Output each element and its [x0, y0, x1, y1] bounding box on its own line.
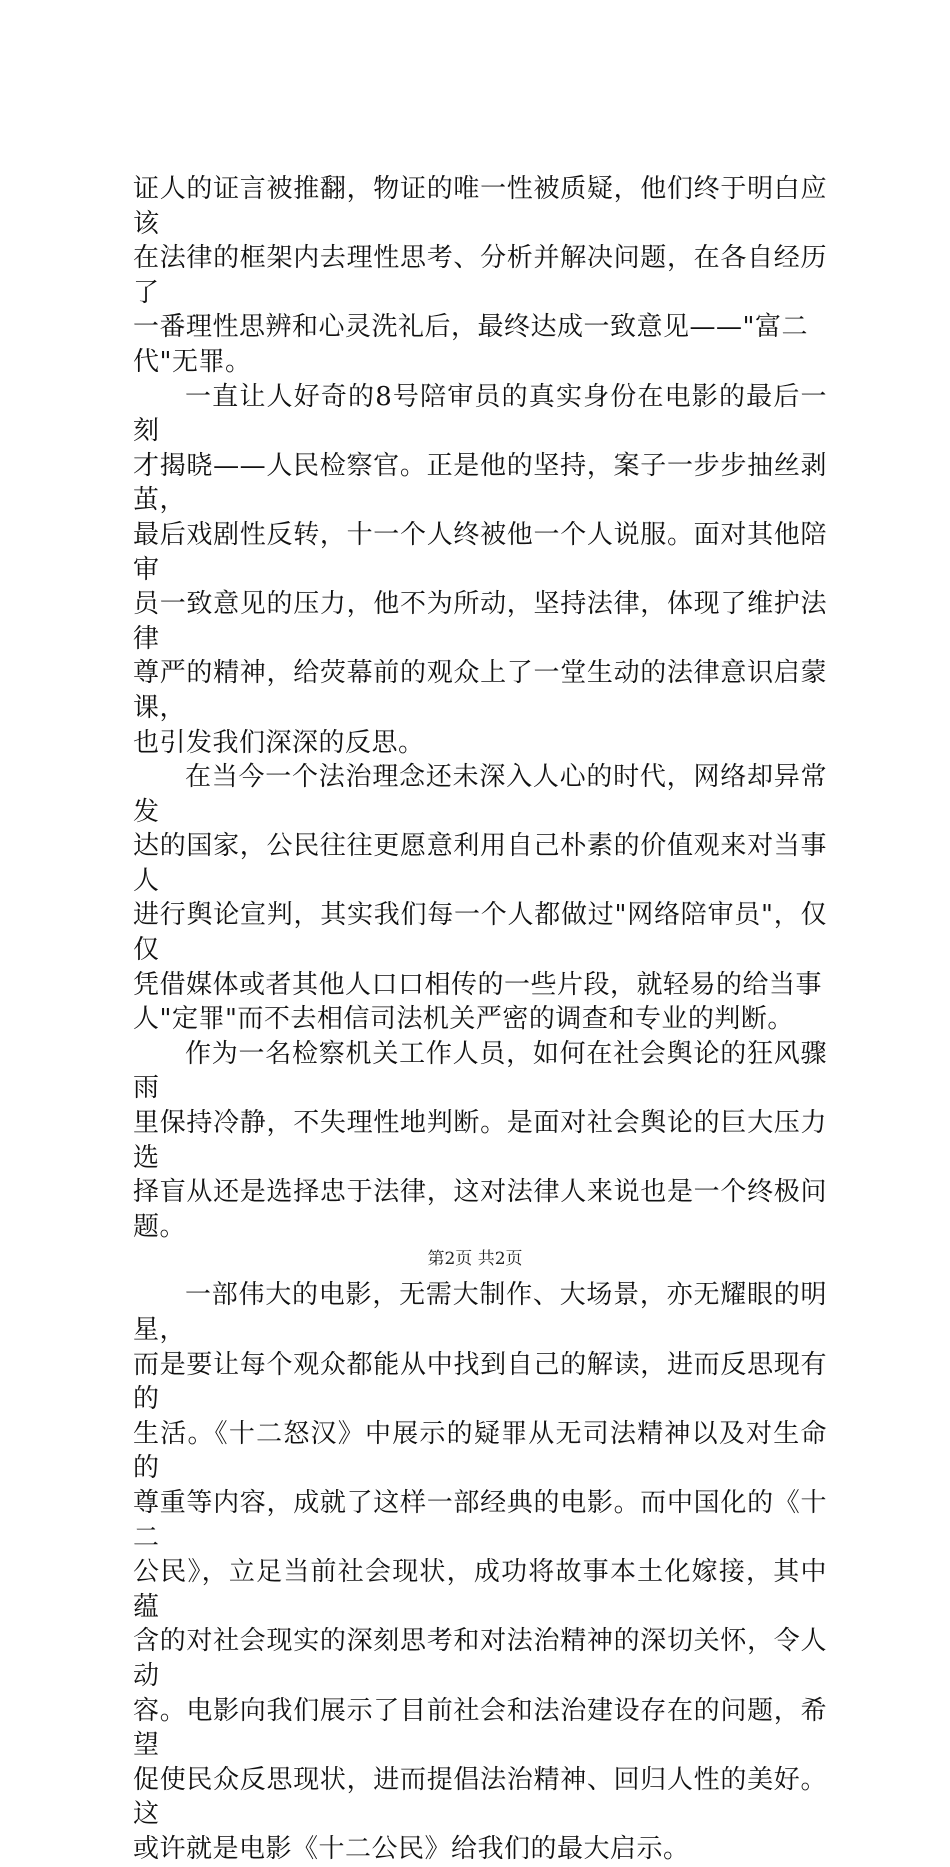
paragraph-2: 一直让人好奇的8号陪审员的真实身份在电影的最后一刻 才揭晓——人民检察官。正是他的坚持，案子一步步抽丝剥茧， 最后戏剧性反转，十一个人终被他一个人说服。面对其他陪审 员一致意见的压力，他不为所动，坚持法律，体现了维护法律 尊严的精神，给荧幕前的观众上了一堂生动的法律意识启蒙课， 也引发我们深深的反思。: [133, 381, 827, 758]
paragraph-3: 在当今一个法治理念还未深入人心的时代，网络却异常发 达的国家，公民往往更愿意利用自己朴素的价值观来对当事人 进行舆论宣判，其实我们每一个人都做过"网络陪审员"，仅仅 凭借媒体或者其他人口口相传的一些片段，就轻易的给当事 人"定罪"而不去相信司法机关严密的调查和专业的判断。: [133, 762, 827, 1035]
paragraph-1: 证人的证言被推翻，物证的唯一性被质疑，他们终于明白应该 在法律的框架内去理性思考、分析并解决问题，在各自经历了 一番理性思辨和心灵洗礼后，最终达成一致意见——"富二 代"无罪。: [133, 174, 827, 377]
paragraph-5: 一部伟大的电影，无需大制作、大场景，亦无耀眼的明星， 而是要让每个观众都能从中找到自己的解读，进而反思现有的 生活。《十二怒汉》中展示的疑罪从无司法精神以及对生命的 尊重等内容，成就了这样一部经典的电影。而中国化的《十二 公民》，立足当前社会现状，成功将故事本土化嫁接，其中蕴 含的对社会现实的深刻思考和对法治精神的深切关怀，令人动 容。电影向我们展示了目前社会和法治建设存在的问题，希望 促使民众反思现状，进而提倡法治精神、回归人性的美好。这 或许就是电影《十二公民》给我们的最大启示。: [133, 1280, 827, 1864]
paragraph-4: 作为一名检察机关工作人员，如何在社会舆论的狂风骤雨 里保持冷静，不失理性地判断。是面对社会舆论的巨大压力选 择盲从还是选择忠于法律，这对法律人来说也是一个终极问题。: [133, 1038, 827, 1242]
document-body: [133, 172, 827, 1867]
page-footer: 第2页 共2页: [427, 1249, 523, 1269]
